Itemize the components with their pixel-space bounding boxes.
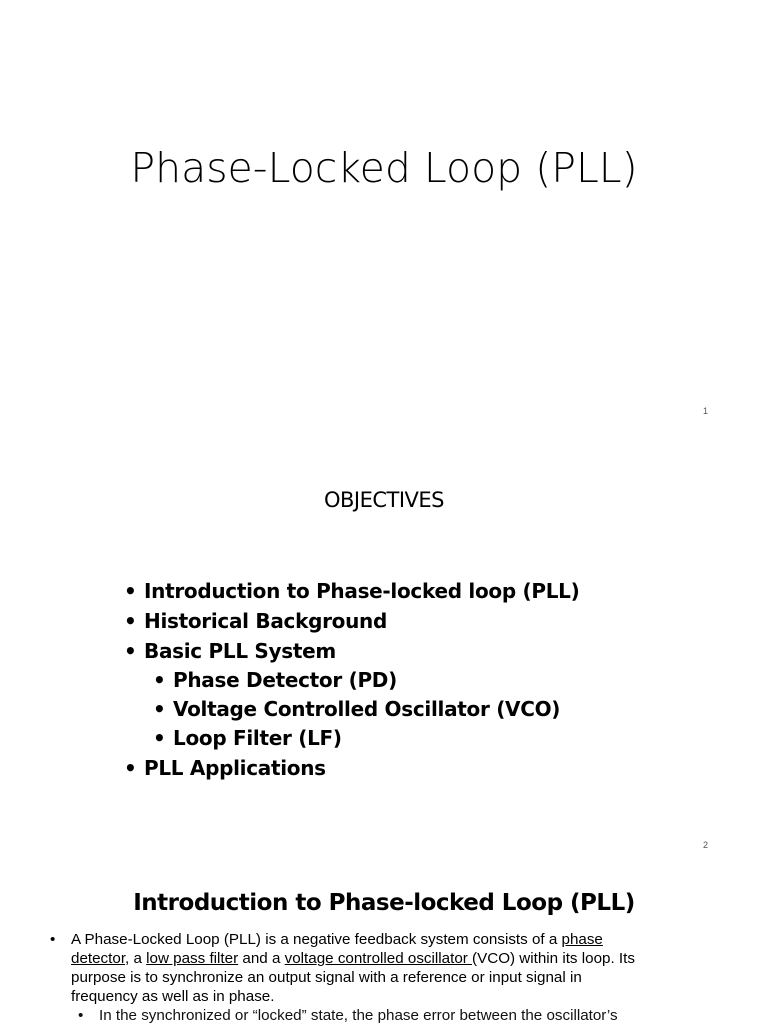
- text: , a: [125, 950, 147, 967]
- list-item: • PLL Applications: [124, 753, 579, 783]
- link-low-pass-filter[interactable]: low pass filter: [146, 950, 239, 967]
- slide-2: [0, 432, 768, 864]
- list-item: • Introduction to Phase-locked loop (PLL): [124, 576, 579, 606]
- slide-title: Phase-Locked Loop (PLL): [130, 144, 638, 192]
- bullet-paragraph: [48, 930, 648, 1006]
- text: A Phase-Locked Loop (PLL) is a negative feedback system consists of a: [71, 931, 562, 948]
- list-sub-item: • Loop Filter (LF): [153, 724, 579, 753]
- page-number: 1: [702, 406, 708, 416]
- slide-title: Introduction to Phase-locked Loop (PLL): [133, 890, 635, 916]
- list-sub-item: • Phase Detector (PD): [153, 666, 579, 695]
- sub-bullet: • In the synchronized or “locked” state, the phase error between the oscillator’s: [48, 1006, 648, 1025]
- slide-title: OBJECTIVES: [323, 488, 445, 512]
- list-sub-item: • Voltage Controlled Oscillator (VCO): [153, 695, 579, 724]
- text: and a: [238, 950, 285, 967]
- objectives-list: [124, 576, 579, 783]
- link-vco[interactable]: voltage controlled oscillator: [284, 950, 473, 967]
- slide-body: [48, 930, 648, 1025]
- text: (VCO) within its loop. Its purpose is to synchronize an output signal with a reference or input signal in frequency as well as in phase.: [71, 950, 635, 1005]
- list-item: • Historical Background: [124, 606, 579, 636]
- slide-1: [0, 0, 768, 432]
- link-phase-detector[interactable]: phase detector: [71, 931, 603, 967]
- slide-3: [0, 864, 768, 1024]
- page-number: 2: [702, 840, 708, 850]
- list-item: • Basic PLL System: [124, 636, 579, 666]
